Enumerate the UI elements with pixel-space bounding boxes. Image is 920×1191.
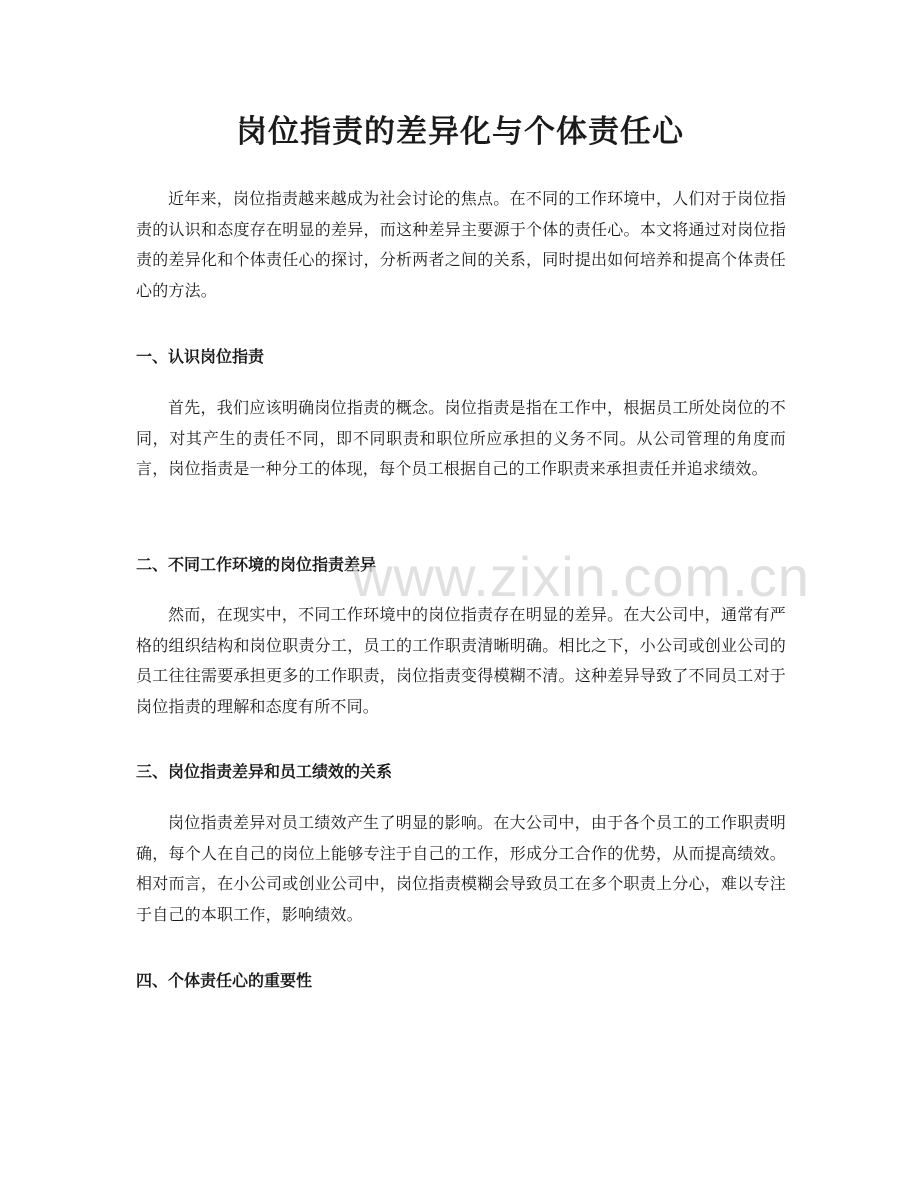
section-heading-3: 三、岗位指责差异和员工绩效的关系 <box>136 762 393 781</box>
section-paragraph-2: 然而，在现实中，不同工作环境中的岗位指责存在明显的差异。在大公司中，通常有严格的组织结构和岗位职责分工，员工的工作职责清晰明确。相比之下，小公司或创业公司的员工往往需要承担更多的工作职责，岗位指责变得模糊不清。这种差异导致了不同员工对于岗位指责的理解和态度有所不同。 <box>136 605 786 717</box>
section-paragraph-3: 岗位指责差异对员工绩效产生了明显的影响。在大公司中，由于各个员工的工作职责明确，每个人在自己的岗位上能够专注于自己的工作，形成分工合作的优势，从而提高绩效。相对而言，在小公司或创业公司中，岗位指责模糊会导致员工在多个职责上分心，难以专注于自己的本职工作，影响绩效。 <box>136 813 786 925</box>
section-paragraph-1: 首先，我们应该明确岗位指责的概念。岗位指责是指在工作中，根据员工所处岗位的不同，对其产生的责任不同，即不同职责和职位所应承担的义务不同。从公司管理的角度而言，岗位指责是一种分工的体现，每个员工根据自己的工作职责来承担责任并追求绩效。 <box>136 398 786 479</box>
watermark-text: www.zixin.com.cn <box>352 545 810 608</box>
page-title: 岗位指责的差异化与个体责任心 <box>236 114 684 150</box>
section-heading-4: 四、个体责任心的重要性 <box>136 971 313 990</box>
watermark <box>352 542 810 612</box>
section-heading-2: 二、不同工作环境的岗位指责差异 <box>136 555 377 574</box>
section-heading-1: 一、认识岗位指责 <box>136 347 265 366</box>
intro-paragraph: 近年来，岗位指责越来越成为社会讨论的焦点。在不同的工作环境中，人们对于岗位指责的认识和态度存在明显的差异，而这种差异主要源于个体的责任心。本文将通过对岗位指责的差异化和个体责任心的探讨，分析两者之间的关系，同时提出如何培养和提高个体责任心的方法。 <box>136 189 786 301</box>
